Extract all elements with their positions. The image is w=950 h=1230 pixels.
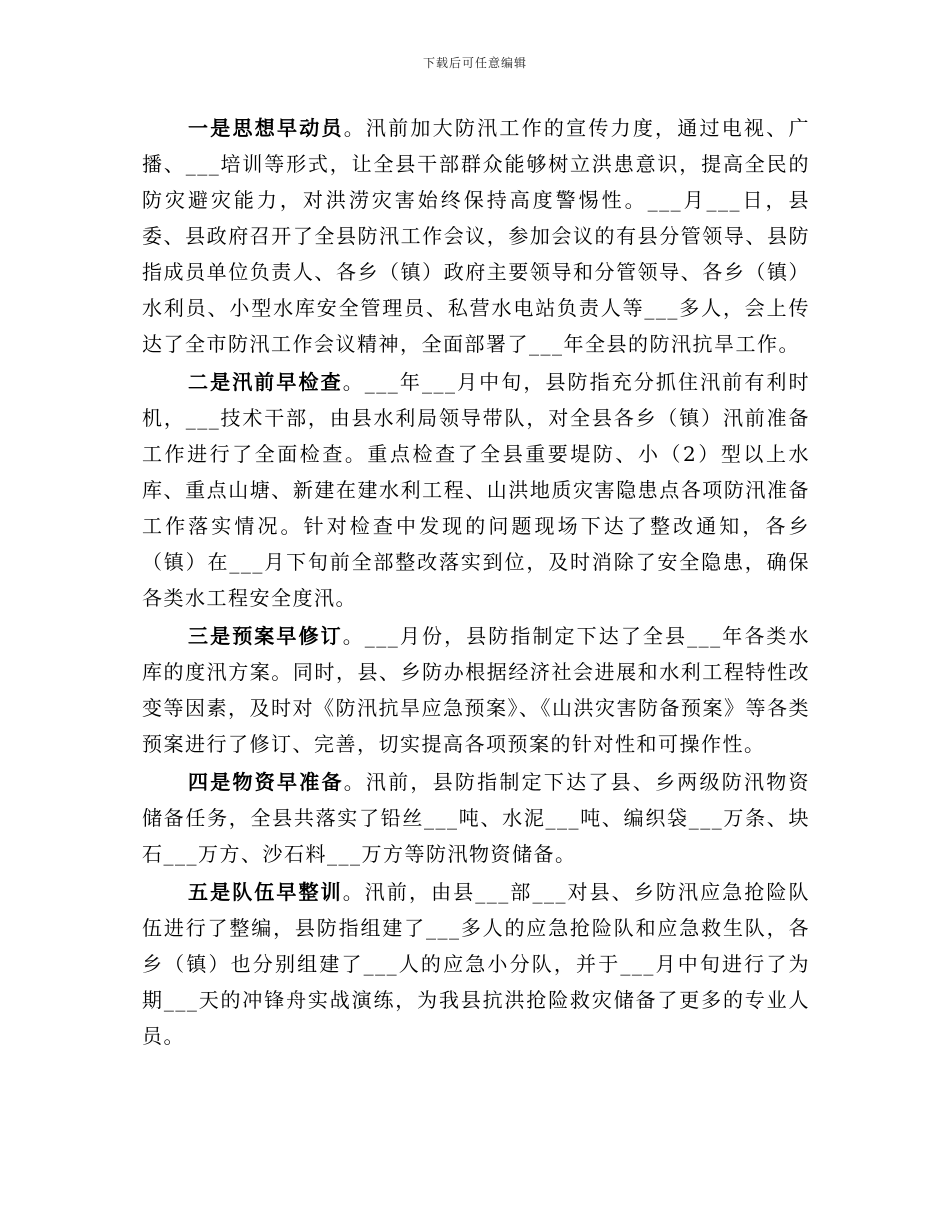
paragraph-1-heading: 一是思想早动员 — [188, 116, 344, 140]
paragraph-1 — [142, 110, 810, 362]
paragraph-5 — [142, 874, 810, 1054]
paragraph-3 — [142, 618, 810, 762]
paragraph-3-text: 。___月份，县防指制定下达了全县___年各类水库的度汛方案。同时，县、乡防办根据经济社会进展和水利工程特性改变等因素，及时对《防汛抗旱应急预案》、《山洪灾害防备预案》等各类预案进行了修订、完善，切实提高各项预案的针对性和可操作性。 — [142, 624, 811, 756]
page-header: 下载后可任意编辑 — [422, 56, 527, 70]
paragraph-1-text: 。汛前加大防汛工作的宣传力度，通过电视、广播、___培训等形式，让全县干部群众能够树立洪患意识，提高全民的防灾避灾能力，对洪涝灾害始终保持高度警惕性。___月___日，县委、县政府召开了全县防汛工作会议，参加会议的有县分管领导、县防指成员单位负责人、各乡（镇）政府主要领导和分管领导、各乡（镇）水利员、小型水库安全管理员、私营水电站负责人等___多人，会上传达了全市防汛工作会议精神，全面部署了___年全县的防汛抗旱工作。 — [142, 116, 811, 356]
document-body — [142, 110, 810, 1054]
paragraph-4-text: 。汛前，县防指制定下达了县、乡两级防汛物资储备任务，全县共落实了铅丝___吨、水泥___吨、编织袋___万条、块石___万方、沙石料___万方等防汛物资储备。 — [142, 770, 811, 866]
paragraph-2-heading: 二是汛前早检查 — [188, 370, 343, 394]
paragraph-3-heading: 三是预案早修订 — [188, 624, 343, 648]
paragraph-2-text: 。___年___月中旬，县防指充分抓住汛前有利时机，___技术干部，由县水利局领导带队，对全县各乡（镇）汛前准备工作进行了全面检查。重点检查了全县重要堤防、小（2）型以上水库、重点山塘、新建在建水利工程、山洪地质灾害隐患点各项防汛准备工作落实情况。针对检查中发现的问题现场下达了整改通知，各乡（镇）在___月下旬前全部整改落实到位，及时消除了安全隐患，确保各类水工程安全度汛。 — [142, 370, 811, 610]
paragraph-4 — [142, 764, 810, 872]
paragraph-5-heading: 五是队伍早整训 — [188, 880, 343, 904]
paragraph-2 — [142, 364, 810, 616]
paragraph-5-text: 。汛前，由县___部___对县、乡防汛应急抢险队伍进行了整编，县防指组建了___多人的应急抢险队和应急救生队，各乡（镇）也分别组建了___人的应急小分队，并于___月中旬进行了为期___天的冲锋舟实战演练，为我县抗洪抢险救灾储备了更多的专业人员。 — [142, 880, 811, 1048]
paragraph-4-heading: 四是物资早准备 — [188, 770, 344, 794]
